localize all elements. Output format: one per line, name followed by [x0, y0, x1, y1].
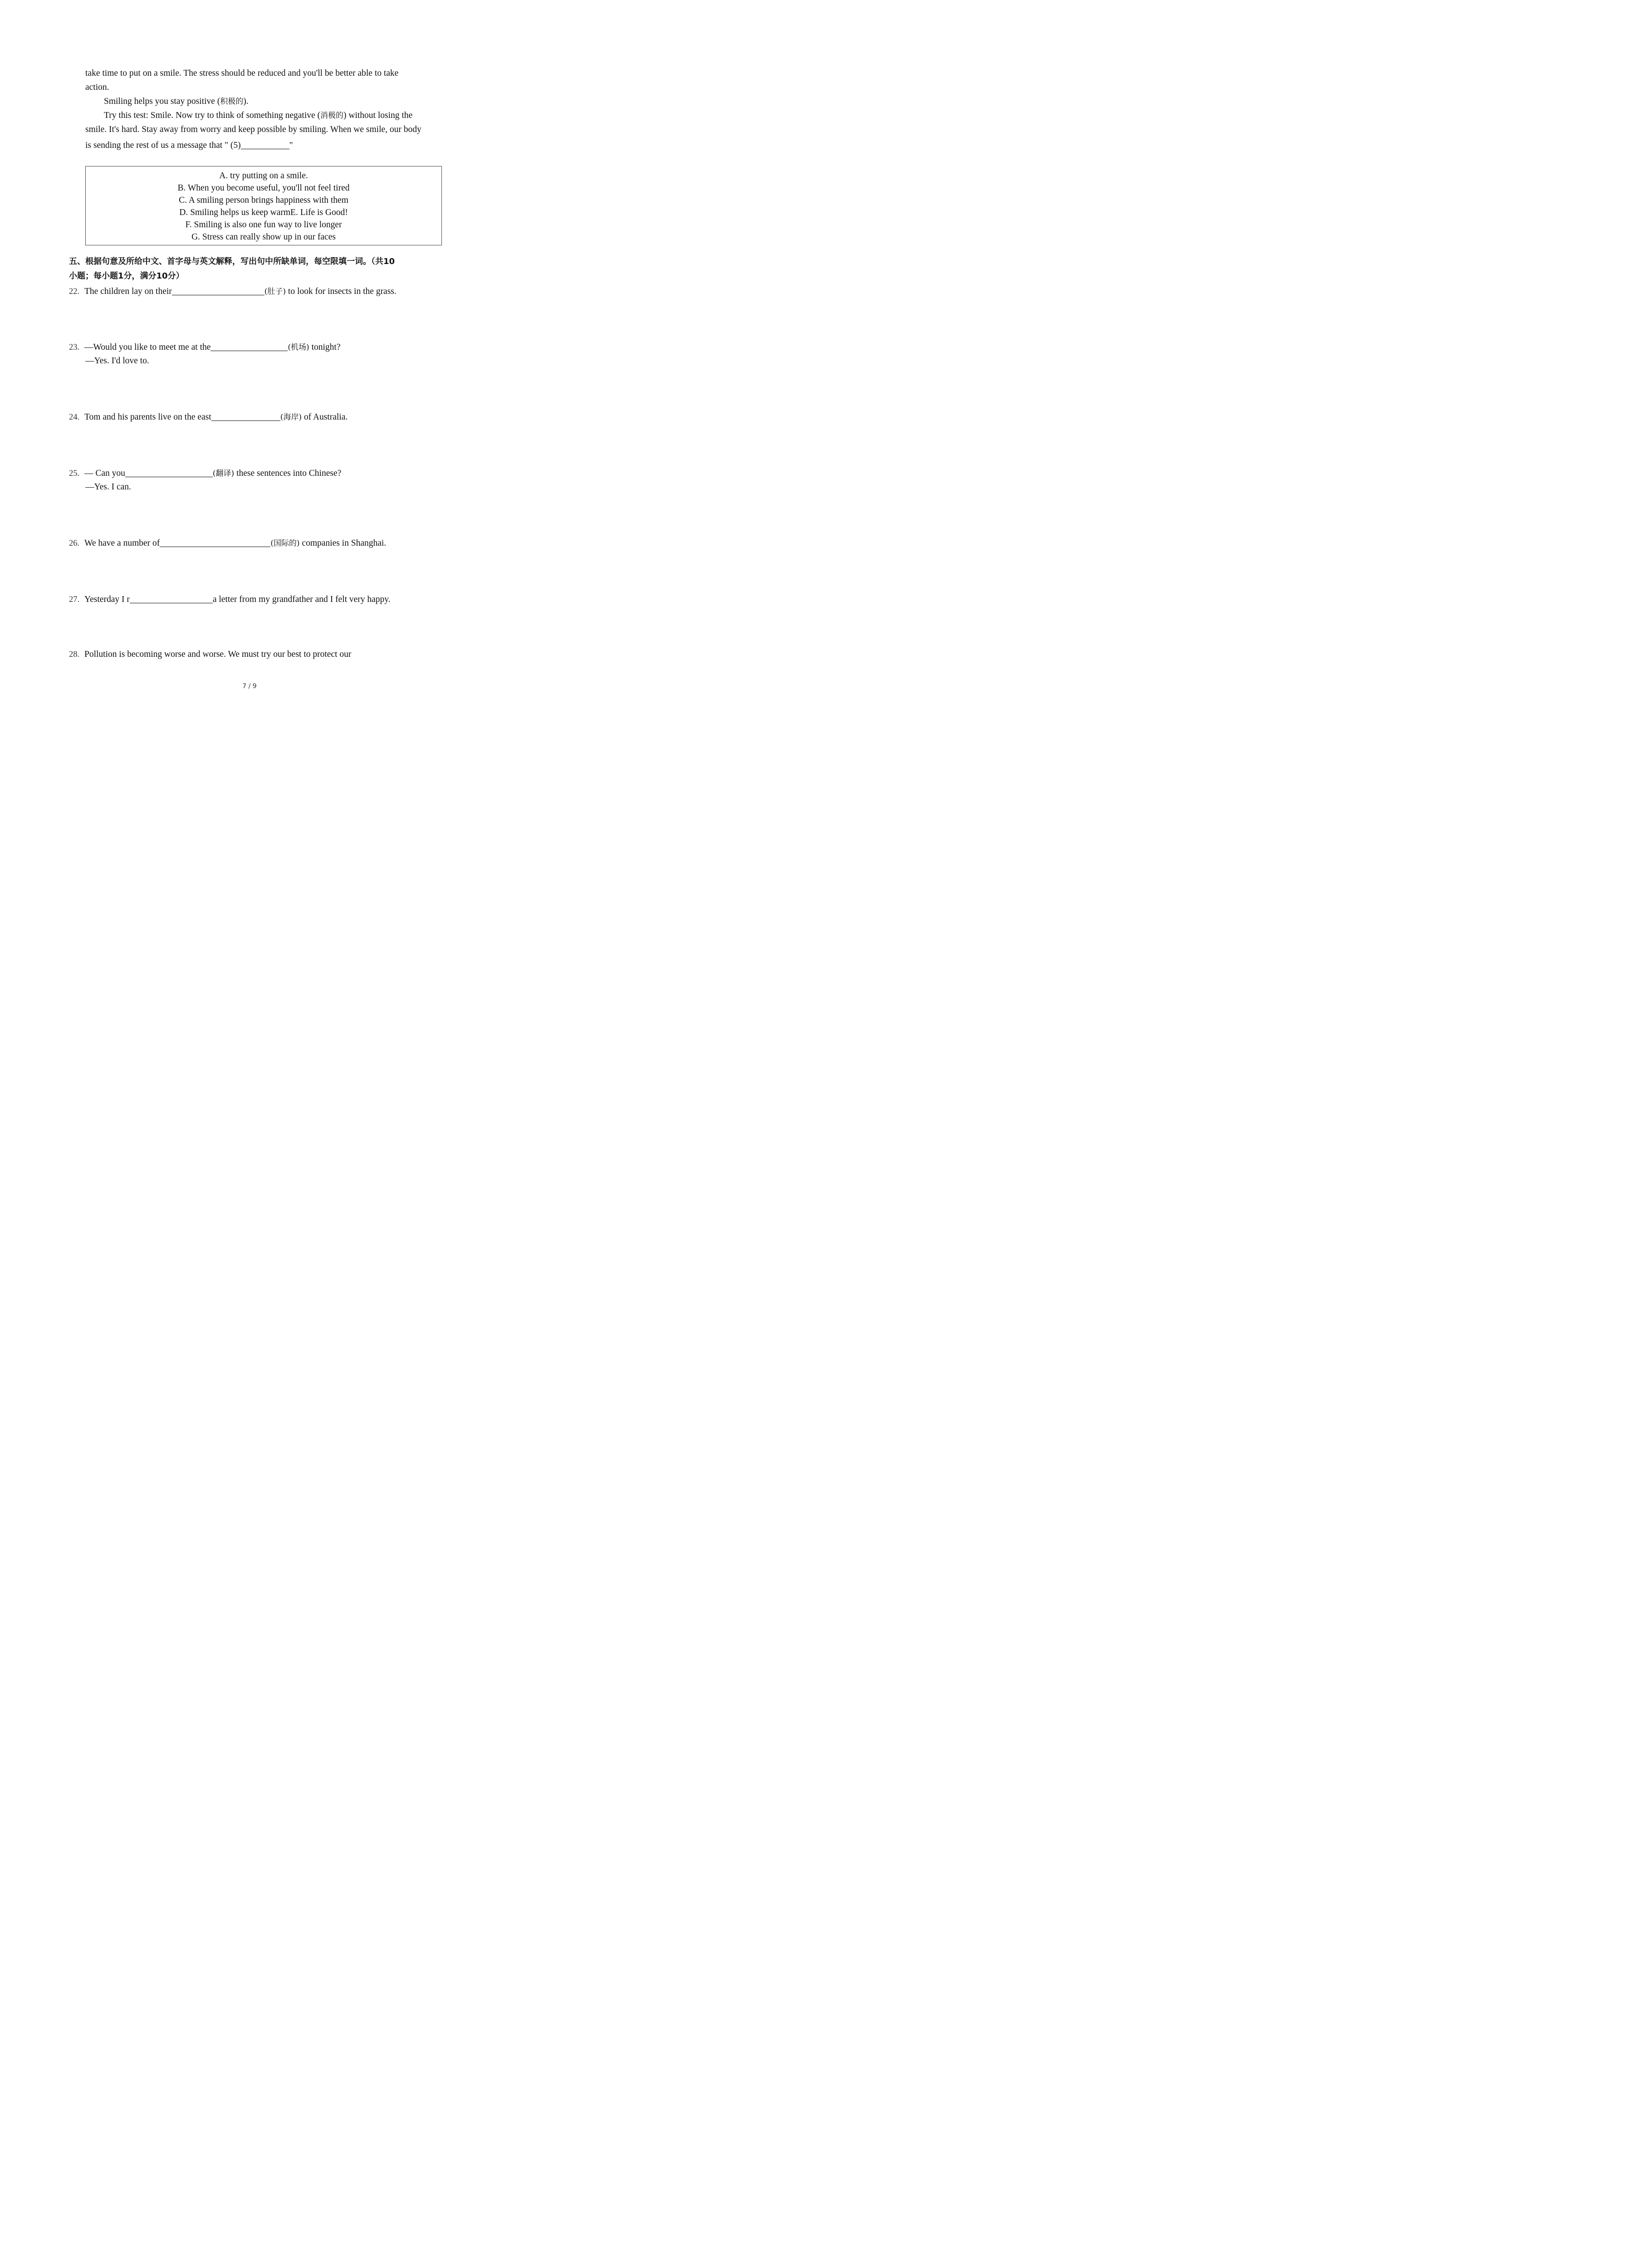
- passage-line: [85, 141, 293, 150]
- answer-blank-27[interactable]: [130, 595, 213, 603]
- option-b: B. When you become useful, you'll not feel tired: [177, 183, 350, 193]
- answer-blank-5[interactable]: [241, 141, 289, 149]
- section-heading: 五、根据句意及所给中文、首字母与英文解释，写出句中所缺单词，每空限填一词。（共10: [69, 257, 395, 266]
- option-f: F. Smiling is also one fun way to live longer: [185, 220, 342, 230]
- question-text: these sentences into Chinese?: [234, 469, 342, 478]
- answer-blank-24[interactable]: [211, 412, 280, 421]
- chinese-hint: (肚子): [264, 287, 286, 296]
- answer-blank-26[interactable]: [160, 538, 270, 547]
- question-number: 24.: [69, 413, 80, 422]
- answer-blank-23[interactable]: [211, 342, 288, 351]
- question-number: 27.: [69, 595, 80, 604]
- option-d-e: D. Smiling helps us keep warmE. Life is Good!: [179, 208, 348, 217]
- passage-text: ).: [243, 97, 249, 106]
- question-number: 25.: [69, 469, 80, 478]
- question-26: [69, 538, 386, 548]
- chinese-hint: (国际的): [270, 539, 300, 548]
- passage-text: Try this test: Smile. Now try to think of something negative (: [104, 111, 321, 120]
- passage-text: Smiling helps you stay positive (: [104, 97, 220, 106]
- question-text: to look for insects in the grass.: [286, 287, 397, 296]
- question-text: of Australia.: [301, 412, 348, 422]
- question-22: [69, 287, 397, 296]
- question-text: tonight?: [309, 342, 341, 352]
- question-text: Pollution is becoming worse and worse. We must try our best to protect our: [84, 650, 352, 659]
- chinese-gloss: 消极的: [320, 111, 344, 120]
- question-23: [69, 342, 340, 352]
- passage-line: action.: [85, 83, 109, 92]
- chinese-hint: (海岸): [280, 413, 302, 422]
- question-number: 22.: [69, 287, 80, 296]
- question-text: — Can you: [84, 469, 125, 478]
- passage-text: ": [289, 141, 293, 150]
- passage-line: [104, 111, 412, 120]
- options-box: [85, 166, 442, 245]
- chinese-gloss: 积极的: [220, 97, 244, 106]
- question-text: —Would you like to meet me at the: [84, 342, 211, 352]
- question-28: [69, 650, 351, 659]
- question-text: The children lay on their: [84, 287, 172, 296]
- passage-text: ) without losing the: [343, 111, 413, 120]
- question-text: Yesterday I r: [84, 595, 130, 604]
- option-g: G. Stress can really show up in our faces: [191, 232, 336, 242]
- chinese-hint: (机场): [288, 343, 309, 352]
- option-a: A. try putting on a smile.: [219, 171, 308, 181]
- question-25: [69, 469, 341, 478]
- option-c: C. A smiling person brings happiness with them: [179, 196, 348, 205]
- question-25-reply: —Yes. I can.: [85, 482, 131, 492]
- passage-line: take time to put on a smile. The stress should be reduced and you'll be better able to take: [85, 68, 399, 78]
- question-27: [69, 595, 391, 604]
- question-text: companies in Shanghai.: [299, 538, 387, 548]
- answer-blank-22[interactable]: [172, 287, 265, 295]
- question-number: 23.: [69, 343, 80, 352]
- passage-text: is sending the rest of us a message that " (5): [85, 141, 241, 150]
- chinese-hint: (翻译): [212, 469, 235, 478]
- page-number: 7 / 9: [242, 683, 257, 690]
- question-text: a letter from my grandfather and I felt very happy.: [212, 595, 391, 604]
- question-text: We have a number of: [84, 538, 160, 548]
- question-number: 26.: [69, 539, 80, 548]
- question-number: 28.: [69, 650, 80, 659]
- question-text: Tom and his parents live on the east: [84, 412, 211, 422]
- question-24: [69, 412, 348, 422]
- answer-blank-25[interactable]: [125, 469, 213, 477]
- passage-line: [104, 97, 249, 106]
- question-23-reply: —Yes. I'd love to.: [85, 356, 149, 366]
- passage-line: smile. It's hard. Stay away from worry and keep possible by smiling. When we smile, our body: [85, 125, 421, 134]
- section-heading: 小题；每小题1分，满分10分）: [69, 271, 184, 281]
